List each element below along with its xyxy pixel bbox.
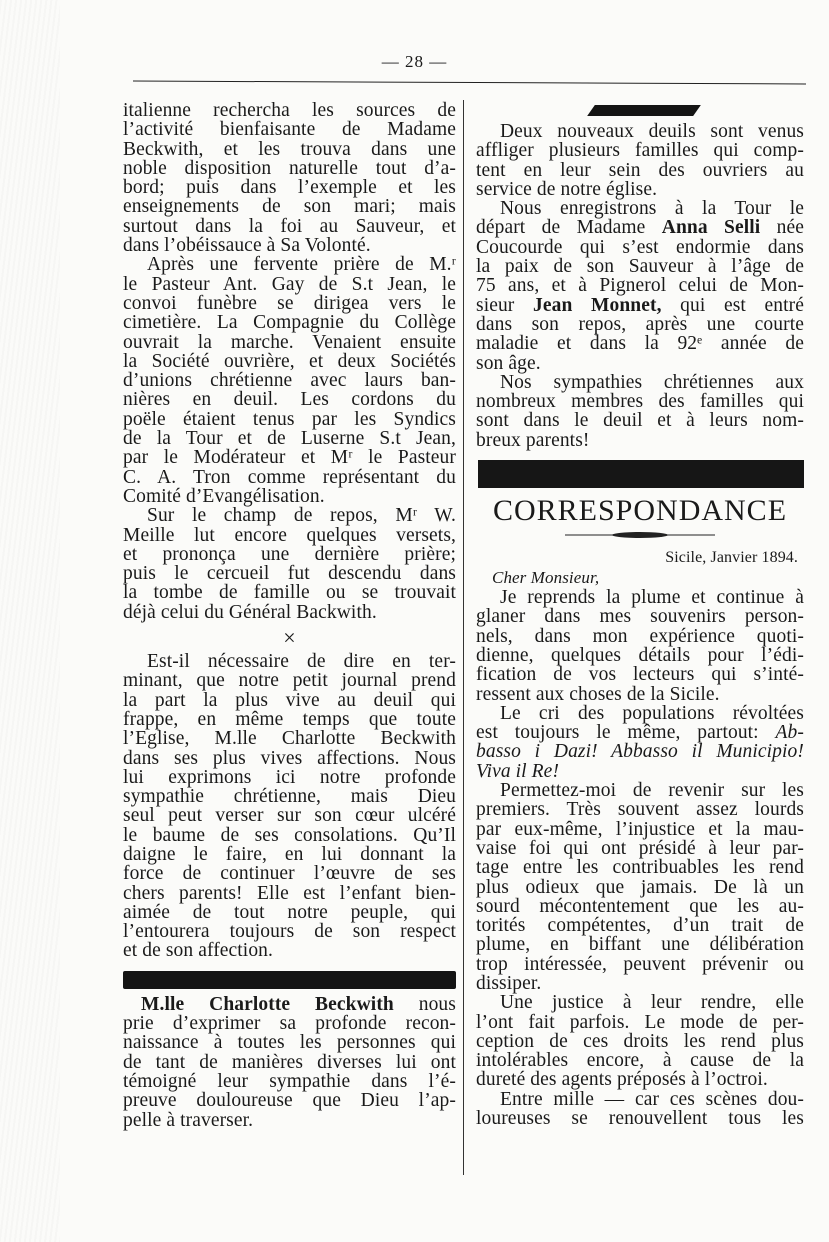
text-line: la tombe de famille ou se trouvait <box>123 582 456 604</box>
text-line: puis le cercueil fut descendu dans <box>123 563 456 585</box>
text-line: nières en deuil. Les cordons du <box>123 389 456 411</box>
text-line: Je reprends la plume et continue à <box>500 587 804 609</box>
text-line: C. A. Tron comme représentant du <box>123 466 456 488</box>
text-line: ressent aux choses de la Sicile. <box>476 683 720 705</box>
paragraph-burial <box>123 506 456 622</box>
text-line: intolérables encore, à cause de la <box>476 1050 804 1072</box>
text-line: affliger plusieurs familles qui comp- <box>476 140 804 162</box>
name-jean-monnet: Jean Monnet, <box>533 294 662 316</box>
letter-salutation: Cher Monsieur, <box>492 568 600 588</box>
letter-paragraph-3 <box>476 781 804 993</box>
paragraph-sympathies <box>476 373 804 450</box>
text-line: dureté des agents préposés à l’octroi. <box>476 1069 768 1091</box>
text-line-italic: Viva il Re! <box>476 760 560 782</box>
text-line: enseignements de son mari; mais <box>123 196 456 218</box>
text-line: glaner dans mes souvenirs person- <box>476 606 804 628</box>
text-line: ouvrait la marche. Venaient ensuite <box>123 331 456 353</box>
text-line: chers parents! Elle est l’enfant bien- <box>123 882 456 904</box>
text-line: Sur le champ de repos, Mʳ W. <box>147 505 456 527</box>
text-line: plume, en biffant une délibération <box>476 934 804 956</box>
text-line: dans son repos, après une courte <box>476 313 804 335</box>
letter-paragraph-1 <box>476 588 804 704</box>
text-line: Une justice à leur rendre, elle <box>500 992 804 1014</box>
text-line: l’activité bienfaisante de Madame <box>123 119 456 141</box>
text-line: cimetière. La Compagnie du Collège <box>123 312 456 334</box>
text-line: aimée de tout notre peuple, qui <box>123 901 456 923</box>
paragraph-obituary-continuation <box>123 101 456 255</box>
text-line: Deux nouveaux deuils sont venus <box>500 121 804 142</box>
section-separator-cross: × <box>283 625 296 651</box>
text-line: dienne, quelques détails pour l’édi- <box>476 644 804 666</box>
text-line: service de notre église. <box>476 178 658 200</box>
text-line: preuve douloureuse que Dieu l’ap- <box>123 1090 456 1112</box>
text-line: l’entourera toujours de son respect <box>123 921 456 943</box>
text-line: noble disposition naturelle tout d’a- <box>123 157 456 179</box>
text-line: Après une fervente prière de M.ʳ <box>147 254 456 276</box>
paragraph-new-bereavements <box>476 122 804 199</box>
text-line: sieur Jean Monnet, qui est entré <box>476 294 804 316</box>
text-line: de la Tour et de Luserne S.t Jean, <box>123 428 456 450</box>
section-heading: CORRESPONDANCE <box>492 494 788 528</box>
text-line: nels, dans mon expérience quoti- <box>476 625 804 647</box>
text-line: sourd mécontentement que les au- <box>476 895 804 917</box>
text-line: sont dans le deuil et à leurs nom- <box>476 410 804 432</box>
text-line: la Société ouvrière, et deux Sociétés <box>123 350 456 372</box>
text-line: dissiper. <box>476 972 542 994</box>
text-line: maladie et dans la 92ᵉ année de <box>476 333 804 355</box>
notice-first-line-rest: nous <box>418 993 456 1015</box>
text-line: et de son affection. <box>123 940 274 962</box>
text-line: nombreux membres des familles qui <box>476 391 804 413</box>
page-number: — 28 — <box>381 52 448 71</box>
text-line: lui exprimons ici notre profonde <box>123 766 456 788</box>
text-line: poële étaient tenus par les Syndics <box>123 408 456 430</box>
text-line: Permettez-moi de revenir sur les <box>500 780 804 802</box>
black-divider-bar <box>123 971 456 989</box>
name-anna-selli: Anna Selli <box>661 217 761 239</box>
text-line: Comité d’Evangélisation. <box>123 485 325 507</box>
text-line: naissance à toutes les personnes qui <box>123 1032 456 1054</box>
text-line: le Pasteur Ant. Gay de S.t Jean, le <box>123 273 456 295</box>
text-line: ception de ces droits les rend plus <box>476 1030 804 1052</box>
text-line: Est-il nécessaire de dire en ter- <box>147 651 456 673</box>
text-line: par eux-même, l’injustice et la mau- <box>476 818 804 840</box>
notice-name: M.lle Charlotte Beckwith <box>141 993 394 1015</box>
text-line: fication de vos lecteurs qui s’inté- <box>476 664 804 686</box>
text-line: la part la plus vive au deuil qui <box>123 689 456 711</box>
text-line: dans ses plus vives affections. Nous <box>123 747 456 769</box>
text-line: départ de Madame Anna Selli née <box>476 217 804 239</box>
text-line: son âge. <box>476 352 541 374</box>
left-column <box>123 101 456 1130</box>
text-line: premiers. Très souvent assez lourds <box>476 799 804 821</box>
header-rule <box>133 81 806 85</box>
text-line: l’Eglise, M.lle Charlotte Beckwith <box>123 728 456 750</box>
text-line: Meille lut encore quelques versets, <box>123 524 456 546</box>
slanted-black-ornament <box>587 105 701 116</box>
text-line: vaise foi qui ont présidé à leur par- <box>476 837 804 859</box>
text-line: trop intéressée, peuvent prévenir ou <box>476 953 804 975</box>
text-line: prie d’exprimer sa profonde recon- <box>123 1013 456 1035</box>
text-line: convoi funèbre se dirigea vers le <box>123 292 456 314</box>
text-line: Nous enregistrons à la Tour le <box>500 198 804 220</box>
right-column <box>476 122 804 1128</box>
text-line: italienne rechercha les sources de <box>123 100 456 121</box>
text-line: loureuses se renouvellent tous les <box>476 1108 804 1130</box>
text-line: dans l’obéissauce à Sa Volonté. <box>123 235 371 257</box>
text-line: breux parents! <box>476 429 590 451</box>
text-line: Coucourde qui s’est endormie dans <box>476 236 804 258</box>
paragraph-condolences <box>123 652 456 961</box>
text-line: est toujours le même, partout: Ab- <box>476 722 804 744</box>
text-line: témoigné leur sympathie dans l’é- <box>123 1070 456 1092</box>
text-line: Beckwith, et les trouva dans une <box>123 138 456 160</box>
letter-paragraph-4 <box>476 993 804 1089</box>
text-line: sympathie chrétienne, mais Dieu <box>123 786 456 808</box>
page-edge-texture <box>0 0 60 1242</box>
paragraph-thanks-notice <box>123 995 456 1130</box>
text-line: 75 ans, et à Pignerol celui de Mon- <box>476 275 804 297</box>
text-line: la paix de son Sauveur à l’âge de <box>476 256 804 278</box>
text-line: bord; puis dans l’exemple et les <box>123 177 456 199</box>
text-line: et prononça une dernière prière; <box>123 543 456 565</box>
text-line: force de continuer l’œuvre de ses <box>123 863 456 885</box>
text-line: torités compétentes, d’un trait de <box>476 915 804 937</box>
text-line: minant, que notre petit journal prend <box>123 670 456 692</box>
text-line: plus odieux que jamais. De là un <box>476 876 804 898</box>
text-line: déjà celui du Général Backwith. <box>123 601 377 623</box>
notice-first-line <box>123 995 456 1014</box>
text-line: le baume de ses consolations. Qu’Il <box>123 824 456 846</box>
text-line: de tant de manières diverses lui ont <box>123 1051 456 1073</box>
text-line: Nos sympathies chrétiennes aux <box>500 371 804 393</box>
text-line: Entre mille — car ces scènes dou- <box>500 1088 804 1110</box>
text-line: pelle à traverser. <box>123 1109 254 1131</box>
ornament-flourish-icon <box>565 530 715 540</box>
black-divider-bar <box>478 460 804 488</box>
column-divider <box>463 100 464 1175</box>
paragraph-funeral-procession <box>123 255 456 506</box>
letter-dateline: Sicile, Janvier 1894. <box>665 549 798 567</box>
text-line: l’ont fait parfois. Le mode de per- <box>476 1011 804 1033</box>
text-line: par le Modérateur et Mʳ le Pasteur <box>123 447 456 469</box>
text-line: d’unions chrétienne avec laurs ban- <box>123 370 456 392</box>
letter-paragraph-5 <box>476 1090 804 1129</box>
letter-paragraph-2 <box>476 704 804 781</box>
text-line: tage entre les contribuables les rend <box>476 857 804 879</box>
text-line: Le cri des populations révoltées <box>500 702 804 724</box>
paragraph-deaths-recorded <box>476 199 804 373</box>
text-line: daigne le faire, en lui donnant la <box>123 843 456 865</box>
text-line: frappe, en même temps que toute <box>123 708 456 730</box>
text-line: surtout dans la foi au Sauveur, et <box>123 215 456 237</box>
text-line-italic: basso i Dazi! Abbasso il Municipio! <box>476 741 804 763</box>
text-line: tent en leur sein des ouvriers au <box>476 159 804 181</box>
text-line: seul peut verser sur son cœur ulcéré <box>123 805 456 827</box>
